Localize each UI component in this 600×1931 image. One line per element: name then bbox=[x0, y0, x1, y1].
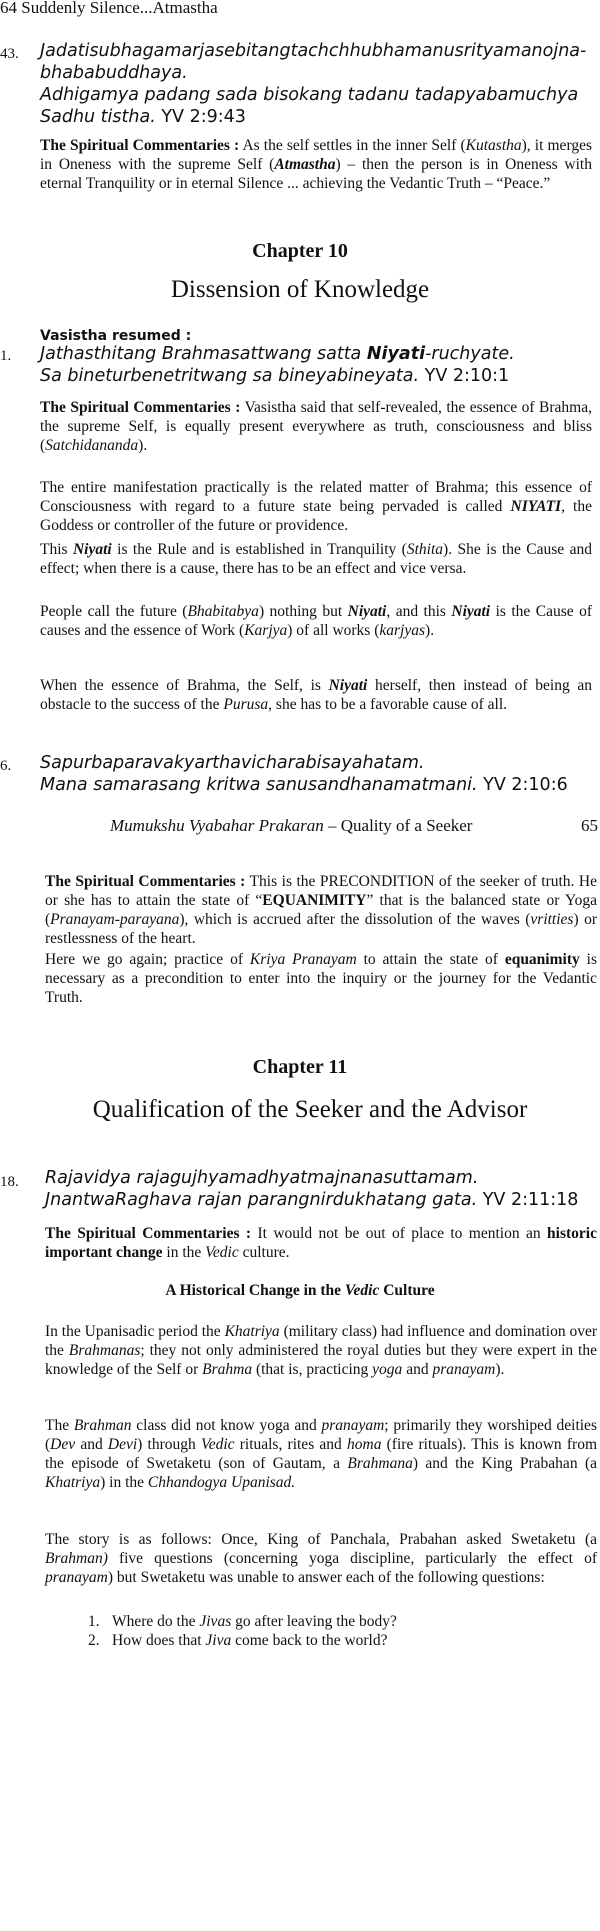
commentary-paragraph: The Spiritual Commentaries : It would not be out of place to mention an historic important change in the Vedic culture. bbox=[45, 1225, 597, 1261]
commentary-paragraph: The Spiritual Commentaries : As the self settles in the inner Self (Kutastha), it merges in Oneness with the supreme Self (Atmastha) – then the person is in Oneness with eternal Tranquility or in eternal Silence ... achieving the Vedantic Truth – “Peace.” bbox=[40, 137, 592, 192]
commentary-paragraph: The Spiritual Commentaries : Vasistha said that self-revealed, the essence of Brahma, the supreme Self, is equally present everywhere as truth, consciousness and bliss (Satchidananda). bbox=[40, 399, 592, 454]
verse-number: 18. bbox=[0, 1174, 19, 1190]
verse-number: 1. bbox=[0, 348, 12, 364]
sanskrit-verse-1: Jathasthitang Brahmasattwang satta Niyati-ruchyate. Sa bineturbenetritwang sa bineyabineyata. YV 2:10:1 bbox=[40, 344, 515, 386]
sanskrit-verse-6: Sapurbaparavakyarthavicharabisayahatam. Mana samarasang kritwa sanusandhanamatmani. YV 2:10:6 bbox=[40, 753, 568, 795]
chapter-title: Dissension of Knowledge bbox=[170, 276, 430, 303]
verse-number: 43. bbox=[0, 46, 19, 62]
body-paragraph: The Brahman class did not know yoga and pranayam; primarily they worshiped deities (Dev and Devi) through Vedic rituals, rites and homa (fire rituals). This is known from the episode of Swetaketu (son of Gautam, a Brahmana) and the King Prabahan (a Khatriya) in the Chhandogya Upanisad. bbox=[45, 1417, 598, 1491]
body-paragraph: People call the future (Bhabitabya) nothing but Niyati, and this Niyati is the Cause of causes and the essence of Work (Karjya) of all works (karjyas). bbox=[40, 603, 592, 639]
chapter-title: Qualification of the Seeker and the Advisor bbox=[92, 1096, 528, 1123]
speaker-heading: Vasistha resumed : bbox=[40, 328, 192, 344]
body-paragraph: Here we go again; practice of Kriya Pranayam to attain the state of equanimity is necessary as a precondition to enter into the inquiry or the journey for the Vedantic Truth. bbox=[45, 951, 597, 1006]
verse-number: 6. bbox=[0, 758, 12, 774]
body-paragraph: This Niyati is the Rule and is established in Tranquility (Sthita). She is the Cause and effect; when there is a cause, there has to be an effect and vice versa. bbox=[40, 541, 592, 577]
body-paragraph: The story is as follows: Once, King of Panchala, Prabahan asked Swetaketu (a Brahman) five questions (concerning yoga discipline, particularly the effect of pranayam) but Swetaketu was unable to answer each of the following questions: bbox=[45, 1531, 597, 1586]
commentary-paragraph: The Spiritual Commentaries : This is the PRECONDITION of the seeker of truth. He or she has to attain the state of “EQUANIMITY” that is the balanced state or Yoga (Pranayam-parayana), which is accrued after the dissolution of the waves (vritties) or restlessness of the heart. bbox=[45, 873, 597, 947]
section-subheading: A Historical Change in the Vedic Culture bbox=[165, 1282, 435, 1299]
sanskrit-verse-18: Rajavidya rajagujhyamadhyatmajnanasuttamam. JnantwaRaghava rajan parangnirdukhatang gata. YV 2:11:18 bbox=[45, 1168, 579, 1210]
list-item: 1. Where do the Jivas go after leaving the body? bbox=[88, 1613, 397, 1630]
body-paragraph: In the Upanisadic period the Khatriya (military class) had influence and domination over the Brahmanas; they not only administered the royal duties but they were expert in the knowledge of the Self or Brahma (that is, practicing yoga and pranayam). bbox=[45, 1323, 597, 1378]
list-item: 2. How does that Jiva come back to the world? bbox=[88, 1632, 388, 1649]
running-header-right: Mumukshu Vyabahar Prakaran – Quality of a Seeker 65 bbox=[110, 816, 598, 835]
body-paragraph: When the essence of Brahma, the Self, is Niyati herself, then instead of being an obstacle to the success of the Purusa, she has to be a favorable cause of all. bbox=[40, 677, 592, 713]
chapter-label: Chapter 10 bbox=[252, 240, 348, 262]
sanskrit-verse-43: Jadatisubhagamarjasebitangtachchhubhamanusrityamanojna- bhababuddhaya. Adhigamya padang sada bisokang tadanu tadapyabamuchya Sadhu tistha. YV 2:9:43 bbox=[40, 41, 587, 127]
running-header-left: 64 Suddenly Silence...Atmastha bbox=[0, 0, 218, 17]
body-paragraph: The entire manifestation practically is the related matter of Brahma; this essence of Consciousness with regard to a future state being pervaded is called NIYATI, the Goddess or controller of the future or providence. bbox=[40, 479, 592, 534]
chapter-label: Chapter 11 bbox=[252, 1056, 348, 1078]
